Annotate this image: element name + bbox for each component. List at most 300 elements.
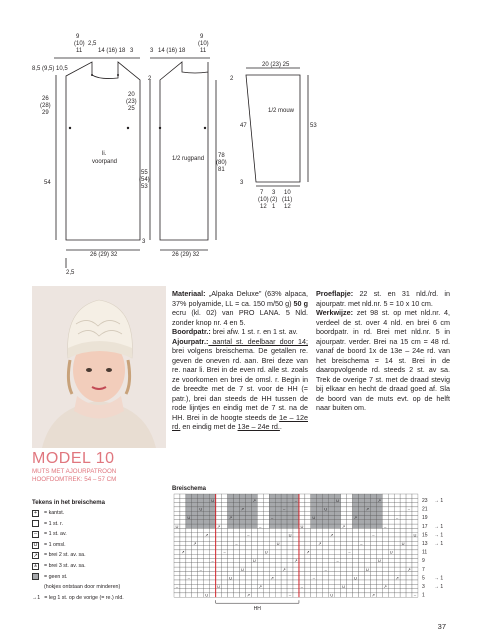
chart-cell (293, 550, 299, 554)
chart-cell (216, 503, 222, 507)
chart-cell (216, 559, 222, 563)
chart-cell (299, 593, 305, 597)
chart-cell (263, 528, 269, 532)
chart-cell (358, 528, 364, 532)
chart-cell (311, 541, 317, 545)
chart-cell (228, 537, 234, 541)
chart-cell (394, 550, 400, 554)
chart-cell (245, 498, 251, 502)
chart-cell (216, 554, 222, 558)
dim-top-left-2: (10) (74, 41, 85, 47)
knit-stitch-icon (32, 520, 39, 527)
chart-cell (370, 554, 376, 558)
chart-cell (216, 550, 222, 554)
chart-cell (174, 537, 180, 541)
chart-cell (311, 580, 317, 584)
chart-cell (406, 541, 412, 545)
chart-cell (311, 498, 317, 502)
chart-cell (323, 511, 329, 515)
chart-symbol: ↗ (181, 549, 185, 555)
ajourpatr-label: Ajourpatr.: (172, 336, 209, 346)
chart-cell (317, 546, 323, 550)
chart-cell (234, 524, 240, 528)
dim-front-armhole-3: 29 (42, 110, 49, 116)
chart-cell (257, 571, 263, 575)
chart-cell (245, 507, 251, 511)
chart-cell (257, 533, 263, 537)
chart-cell (353, 494, 359, 498)
chart-cell (323, 528, 329, 532)
chart-cell (239, 589, 245, 593)
chart-symbol: ↗ (216, 523, 221, 529)
chart-cell (388, 576, 394, 580)
chart-cell (335, 507, 341, 511)
dim-neck-b: 3 (130, 48, 134, 54)
arrow-right-icon: → 1 (433, 523, 444, 530)
chart-symbol: – (300, 584, 304, 589)
chart-cell (394, 507, 400, 511)
chart-cell (204, 580, 210, 584)
p2tog-icon: ↗ (33, 552, 38, 559)
chart-cell (323, 554, 329, 558)
chart-cell (228, 580, 234, 584)
sleeve-label: 1/2 mouw (268, 108, 295, 114)
chart-cell (329, 580, 335, 584)
chart-cell (299, 546, 305, 550)
legend-item: ↗ = brei 2 st. av. sa. (33, 552, 86, 559)
chart-cell (341, 589, 347, 593)
chart-cell (358, 503, 364, 507)
chart-cell (222, 503, 228, 507)
chart-cell (198, 584, 204, 588)
chart-cell (192, 567, 198, 571)
chart-cell (400, 550, 406, 554)
dim-sleeve-len-b: 53 (310, 123, 317, 129)
chart-cell (186, 507, 192, 511)
chart-cell (329, 516, 335, 520)
chart-symbol: – (187, 575, 190, 581)
chart-cell (281, 589, 287, 593)
chart-symbol: U (342, 584, 346, 589)
chart-cell (376, 580, 382, 584)
chart-cell (311, 528, 317, 532)
chart-cell (329, 494, 335, 498)
chart-cell (323, 520, 329, 524)
chart-cell (245, 503, 251, 507)
chart-cell (299, 563, 305, 567)
chart-symbol: – (413, 592, 417, 598)
chart-cell (364, 550, 370, 554)
chart-cell (222, 507, 228, 511)
chart-cell (210, 546, 216, 550)
chart-cell (305, 567, 311, 571)
chart-cell (239, 593, 245, 597)
chart-cell (269, 550, 275, 554)
chart-cell (400, 503, 406, 507)
chart-cell (323, 498, 329, 502)
chart-cell (228, 593, 234, 597)
chart-cell (216, 589, 222, 593)
model-subtitle-1: MUTS MET AJOURPATROON (32, 468, 117, 475)
chart-cell (281, 559, 287, 563)
chart-cell (216, 567, 222, 571)
chart-symbol: U (240, 566, 244, 572)
chart-cell (239, 520, 245, 524)
chart-cell (406, 546, 412, 550)
chart-cell (341, 503, 347, 507)
chart-cell (180, 567, 186, 571)
chart-cell (394, 498, 400, 502)
chart-cell (180, 494, 186, 498)
chart-cell (353, 524, 359, 528)
chart-cell (400, 567, 406, 571)
chart-cell (364, 546, 370, 550)
chart-cell (353, 563, 359, 567)
chart-cell (358, 589, 364, 593)
chart-cell (293, 516, 299, 520)
chart-cell (192, 516, 198, 520)
dim-shoulder-back: 14 (16) 18 (158, 48, 186, 54)
chart-cell (358, 567, 364, 571)
chart-cell (382, 507, 388, 511)
chart-cell (263, 571, 269, 575)
chart-cell (275, 559, 281, 563)
chart-cell (317, 589, 323, 593)
chart-cell (180, 528, 186, 532)
chart-symbol: U (312, 515, 316, 521)
chart-cell (382, 571, 388, 575)
chart-cell (335, 533, 341, 537)
chart-cell (412, 516, 418, 520)
chart-cell (275, 516, 281, 520)
chart-cell (364, 520, 370, 524)
chart-cell (364, 524, 370, 528)
chart-cell (222, 580, 228, 584)
chart-cell (251, 580, 257, 584)
model-title: MODEL 10 (32, 450, 115, 467)
sleeve-outline (246, 75, 300, 182)
chart-cell (347, 571, 353, 575)
chart-cell (394, 546, 400, 550)
chart-cell (174, 576, 180, 580)
chart-cell (263, 593, 269, 597)
chart-cell (269, 507, 275, 511)
chart-cell (394, 563, 400, 567)
chart-symbol: U (401, 541, 405, 546)
chart-cell (341, 567, 347, 571)
chart-cell (358, 520, 364, 524)
chart-cell (370, 524, 376, 528)
chart-cell (311, 520, 317, 524)
chart-symbol: ↗ (407, 566, 411, 572)
chart-cell (317, 554, 323, 558)
chart-cell (317, 567, 323, 571)
chart-cell (228, 554, 234, 558)
chart-cell (388, 498, 394, 502)
chart-cell (239, 537, 245, 541)
chart-cell (329, 576, 335, 580)
chart-symbol: – (288, 592, 292, 598)
chart-cell (329, 559, 335, 563)
chart-cell (186, 524, 192, 528)
chart-cell (305, 541, 311, 545)
chart-cell (269, 494, 275, 498)
chart-cell (251, 533, 257, 537)
chart-cell (305, 584, 311, 588)
chart-cell (287, 546, 293, 550)
chart-cell (239, 498, 245, 502)
chart-cell (341, 576, 347, 580)
chart-cell (329, 524, 335, 528)
chart-cell (388, 528, 394, 532)
legend-item: ⩚ = brei 3 st. av. sa. (33, 562, 86, 570)
chart-cell (400, 533, 406, 537)
chart-cell (275, 571, 281, 575)
chart-symbol: ↗ (329, 532, 334, 538)
chart-cell (400, 528, 406, 532)
chart-cell (382, 511, 388, 515)
chart-cell (216, 507, 222, 511)
dim-sleeve-bl-3: 12 (260, 204, 267, 210)
chart-cell (281, 580, 287, 584)
chart-cell (269, 528, 275, 532)
chart-cell (269, 524, 275, 528)
chart-cell (388, 589, 394, 593)
chart-cell (180, 533, 186, 537)
chart-cell (341, 511, 347, 515)
chart-cell (358, 533, 364, 537)
chart-symbol: ↗ (383, 584, 387, 589)
chart-symbol: – (348, 549, 351, 555)
chart-cell (234, 503, 240, 507)
chart-cell (251, 546, 257, 550)
chart-cell (234, 593, 240, 597)
dim-front-side: 54 (44, 180, 51, 186)
chart-cell (406, 520, 412, 524)
chart-cell (275, 511, 281, 515)
chart-cell (198, 524, 204, 528)
chart-cell (251, 528, 257, 532)
chart-cell (174, 494, 180, 498)
chart-cell (263, 584, 269, 588)
chart-cell (311, 559, 317, 563)
chart-cell (353, 559, 359, 563)
chart-cell (400, 511, 406, 515)
chart-cell (341, 550, 347, 554)
chart-cell (299, 571, 305, 575)
chart-cell (257, 567, 263, 571)
chart-cell (335, 541, 341, 545)
chart-cell (400, 571, 406, 575)
dim-front-width: 26 (29) 32 (90, 252, 118, 258)
chart-cell (394, 503, 400, 507)
chart-cell (180, 576, 186, 580)
chart-cell (234, 580, 240, 584)
chart-cell (370, 563, 376, 567)
chart-cell (412, 520, 418, 524)
chart-cell (281, 494, 287, 498)
chart-cell (293, 546, 299, 550)
chart-cell (263, 524, 269, 528)
chart-cell (180, 541, 186, 545)
chart-symbol: U (324, 506, 328, 512)
chart-cell (257, 589, 263, 593)
chart-cell (382, 494, 388, 498)
legend-item: U = 1 omsl. (33, 541, 66, 549)
chart-cell (353, 528, 359, 532)
chart-cell (353, 584, 359, 588)
row-label: 23 (421, 498, 428, 504)
purl-stitch-icon: – (33, 531, 38, 538)
chart-cell (329, 511, 335, 515)
chart-cell (228, 498, 234, 502)
chart-cell (275, 584, 281, 588)
chart-cell (269, 541, 275, 545)
chart-cell (406, 584, 412, 588)
dim-sleeve-bl-1: 7 (260, 190, 264, 196)
row-label: 13 (421, 541, 428, 547)
chart-cell (305, 559, 311, 563)
chart-cell (388, 554, 394, 558)
chart-cell (198, 511, 204, 515)
chart-cell (364, 511, 370, 515)
chart-symbol: – (235, 541, 238, 546)
chart-cell (376, 520, 382, 524)
chart-cell (406, 524, 412, 528)
chart-cell (406, 571, 412, 575)
chart-cell (180, 516, 186, 520)
row-label: 15 (421, 532, 428, 539)
chart-cell (287, 511, 293, 515)
chart-cell (353, 498, 359, 502)
chart-cell (210, 507, 216, 511)
chart-cell (186, 541, 192, 545)
chart-cell (204, 494, 210, 498)
dim-sleeve-br-2: (11) (282, 197, 293, 203)
chart-symbol: – (396, 515, 399, 521)
chart-cell (299, 533, 305, 537)
chart-cell (335, 589, 341, 593)
chart-cell (204, 498, 210, 502)
chart-cell (347, 593, 353, 597)
chart-cell (180, 580, 186, 584)
chart-cell (353, 533, 359, 537)
chart-cell (406, 589, 412, 593)
chart-cell (174, 498, 180, 502)
chart-cell (239, 541, 245, 545)
chart-cell (263, 498, 269, 502)
chart-cell (239, 524, 245, 528)
row-label: 5 (421, 575, 425, 582)
dim-back-len-1: 78 (218, 153, 225, 159)
chart-cell (370, 516, 376, 520)
chart-cell (317, 533, 323, 537)
chart-cell (353, 507, 359, 511)
legend-item: + = kantst. (33, 510, 65, 517)
chart-cell (186, 528, 192, 532)
chart-cell (382, 589, 388, 593)
chart-cell (317, 571, 323, 575)
chart-cell (222, 554, 228, 558)
chart-cell (358, 580, 364, 584)
chart-symbol: – (336, 558, 339, 564)
chart-symbol: ↗ (318, 541, 322, 546)
chart-cell (198, 559, 204, 563)
chart-cell (198, 533, 204, 537)
chart-cell (347, 567, 353, 571)
chart-cell (234, 563, 240, 567)
chart-cell (174, 559, 180, 563)
chart-cell (358, 559, 364, 563)
chart-cell (275, 507, 281, 511)
chart-cell (317, 507, 323, 511)
chart-cell (293, 584, 299, 588)
chart-cell (406, 494, 412, 498)
chart-cell (293, 507, 299, 511)
chart-cell (335, 563, 341, 567)
chart-cell (323, 571, 329, 575)
chart-cell (287, 576, 293, 580)
chart-cell (412, 571, 418, 575)
chart-cell (364, 593, 370, 597)
chart-cell (174, 541, 180, 545)
chart-cell (198, 589, 204, 593)
chart-cell (281, 528, 287, 532)
chart-symbol: U (377, 558, 381, 564)
chart-cell (239, 580, 245, 584)
chart-cell (216, 511, 222, 515)
chart-cell (275, 528, 281, 532)
chart-cell (347, 511, 353, 515)
chart-cell (180, 511, 186, 515)
chart-cell (347, 528, 353, 532)
chart-cell (204, 541, 210, 545)
chart-cell (299, 541, 305, 545)
repeat-bracket (216, 600, 299, 603)
chart-cell (287, 567, 293, 571)
chart-cell (305, 520, 311, 524)
row-label: 1 (421, 592, 425, 599)
chart-cell (388, 567, 394, 571)
chart-cell (382, 537, 388, 541)
chart-cell (257, 511, 263, 515)
chart-cell (341, 537, 347, 541)
chart-cell (317, 593, 323, 597)
dim-top-right-2: (10) (198, 41, 209, 47)
dim-top-right-3: 11 (200, 48, 207, 54)
chart-cell (347, 554, 353, 558)
front-label-2: voorpand (92, 159, 118, 165)
chart-cell (216, 516, 222, 520)
chart-cell (186, 498, 192, 502)
chart-cell (192, 528, 198, 532)
chart-cell (228, 494, 234, 498)
arrow-right-icon: → 1 (433, 575, 444, 582)
chart-cell (281, 516, 287, 520)
chart-cell (186, 584, 192, 588)
dim-sleeve-bm-2: (2) (270, 197, 278, 203)
chart-symbol: ↗ (252, 498, 257, 503)
chart-symbol: U (175, 523, 179, 529)
chart-cell (287, 503, 293, 507)
chart-symbol: – (271, 515, 274, 521)
chart-cell (192, 593, 198, 597)
chart-symbol: U (288, 532, 292, 538)
dim-mid-armhole-2: (23) (126, 99, 137, 105)
chart-cell (275, 550, 281, 554)
chart-cell (186, 494, 192, 498)
chart-cell (239, 516, 245, 520)
